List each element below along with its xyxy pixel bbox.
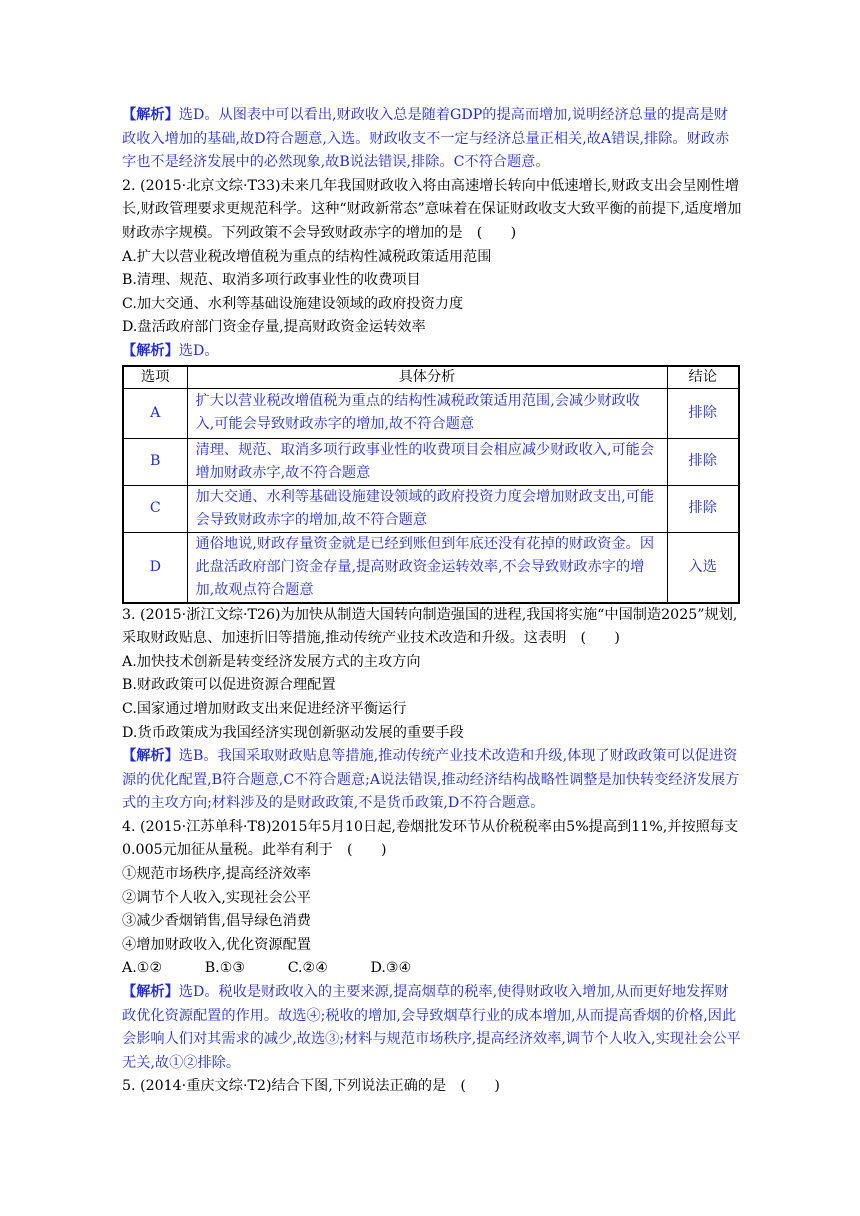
analysis-tag: 【解析】 xyxy=(122,107,179,123)
q1-analysis xyxy=(122,104,742,175)
table-row xyxy=(123,438,739,485)
row-option: D xyxy=(123,532,187,603)
document-page xyxy=(122,104,742,1099)
q5-stem: 5. (2014·重庆文综·T2)结合下图,下列说法正确的是 ( ) xyxy=(122,1078,500,1095)
header-detail: 具体分析 xyxy=(187,366,667,389)
q4-item-2: ②调节个人收入,实现社会公平 xyxy=(122,889,311,906)
analysis-text: 选B。我国采取财政贴息等措施,推动传统产业技术改造和升级,体现了财政政策可以促进资源的优化配置,B符合题意,C不符合题意;A说法错误,推动经济结构战略性调整是加快转变经济发展方式的主攻方向;材料涉及的是财政政策,不是货币政策,D不符合题意。 xyxy=(122,748,740,812)
q2-option-c: C.加大交通、水利等基础设施建设领域的政府投资力度 xyxy=(122,295,464,312)
q3-analysis xyxy=(122,745,742,816)
q2-stem: 2. (2015·北京文综·T33)未来几年我国财政收入将由高速增长转向中低速增长,财政支出会呈刚性增长,财政管理要求更规范科学。这种“财政新常态”意味着在保证财政收支大致平衡的前提下,适度增加财政赤字规模。下列政策不会导致财政赤字的增加的是 ( ) xyxy=(122,177,742,241)
q3-stem: 3. (2015·浙江文综·T26)为加快从制造大国转向制造强国的进程,我国将实施“中国制造2025”规划,采取财政贴息、加速折旧等措施,推动传统产业技术改造和升级。这表明 ( ) xyxy=(122,606,738,647)
analysis-table xyxy=(122,365,740,604)
q4-analysis xyxy=(122,981,742,1075)
row-detail: 扩大以营业税改增值税为重点的结构性减税政策适用范围,会减少财政收入,可能会导致财政赤字的增加,故不符合题意 xyxy=(187,388,667,438)
row-detail: 加大交通、水利等基础设施建设领域的政府投资力度会增加财政支出,可能会导致财政赤字的增加,故不符合题意 xyxy=(187,485,667,532)
q3-option-d: D.货币政策成为我国经济实现创新驱动发展的重要手段 xyxy=(122,724,464,741)
row-option: A xyxy=(123,388,187,438)
analysis-text: 选D。从图表中可以看出,财政收入总是随着GDP的提高而增加,说明经济总量的提高是财政收入增加的基础,故D符合题意,入选。财政收支不一定与经济总量正相关,故A错误,排除。财政赤字也不是经济发展中的必然现象,故B说法错误,排除。C不符合题意。 xyxy=(122,107,730,171)
row-result: 排除 xyxy=(667,438,739,485)
q2-option-d: D.盘活政府部门资金存量,提高财政资金运转效率 xyxy=(122,319,426,336)
row-option: C xyxy=(123,485,187,532)
q2-option-b: B.清理、规范、取消多项行政事业性的收费项目 xyxy=(122,272,421,289)
q4-item-1: ①规范市场秩序,提高经济效率 xyxy=(122,866,311,883)
q4-choices: A.①② B.①③ C.②④ D.③④ xyxy=(122,960,412,977)
row-detail: 清理、规范、取消多项行政事业性的收费项目会相应减少财政收入,可能会增加财政赤字,故不符合题意 xyxy=(187,438,667,485)
row-result: 入选 xyxy=(667,532,739,603)
table-row xyxy=(123,388,739,438)
analysis-text: 选D。税收是财政收入的主要来源,提高烟草的税率,使得财政收入增加,从而更好地发挥财政优化资源配置的作用。故选④;税收的增加,会导致烟草行业的成本增加,从而提高香烟的价格,因此会影响人们对其需求的减少,故选③;材料与规范市场秩序,提高经济效率,调节个人收入,实现社会公平无关,故①②排除。 xyxy=(122,984,741,1071)
row-detail: 通俗地说,财政存量资金就是已经到账但到年底还没有花掉的财政资金。因此盘活政府部门资金存量,提高财政资金运转效率,不会导致财政赤字的增加,故观点符合题意 xyxy=(187,532,667,603)
row-result: 排除 xyxy=(667,388,739,438)
header-result: 结论 xyxy=(667,366,739,389)
q2-analysis xyxy=(122,340,742,364)
table-row xyxy=(123,485,739,532)
q3-option-b: B.财政政策可以促进资源合理配置 xyxy=(122,677,336,694)
q3-option-a: A.加快技术创新是转变经济发展方式的主攻方向 xyxy=(122,653,421,670)
q3-option-c: C.国家通过增加财政支出来促进经济平衡运行 xyxy=(122,700,407,717)
row-result: 排除 xyxy=(667,485,739,532)
table-row xyxy=(123,532,739,603)
table-header-row xyxy=(123,366,739,389)
row-option: B xyxy=(123,438,187,485)
q2-option-a: A.扩大以营业税改增值税为重点的结构性减税政策适用范围 xyxy=(122,248,492,265)
q4-item-4: ④增加财政收入,优化资源配置 xyxy=(122,936,311,953)
analysis-tag: 【解析】 xyxy=(122,748,179,765)
analysis-tag: 【解析】 xyxy=(122,342,179,359)
header-option: 选项 xyxy=(123,366,187,389)
analysis-tag: 【解析】 xyxy=(122,984,179,1001)
q4-item-3: ③减少香烟销售,倡导绿色消费 xyxy=(122,913,311,930)
analysis-text: 选D。 xyxy=(178,342,219,359)
q4-stem: 4. (2015·江苏单科·T8)2015年5月10日起,卷烟批发环节从价税税率由5%提高到11%,并按照每支0.005元加征从量税。此举有利于 ( ) xyxy=(122,818,739,859)
